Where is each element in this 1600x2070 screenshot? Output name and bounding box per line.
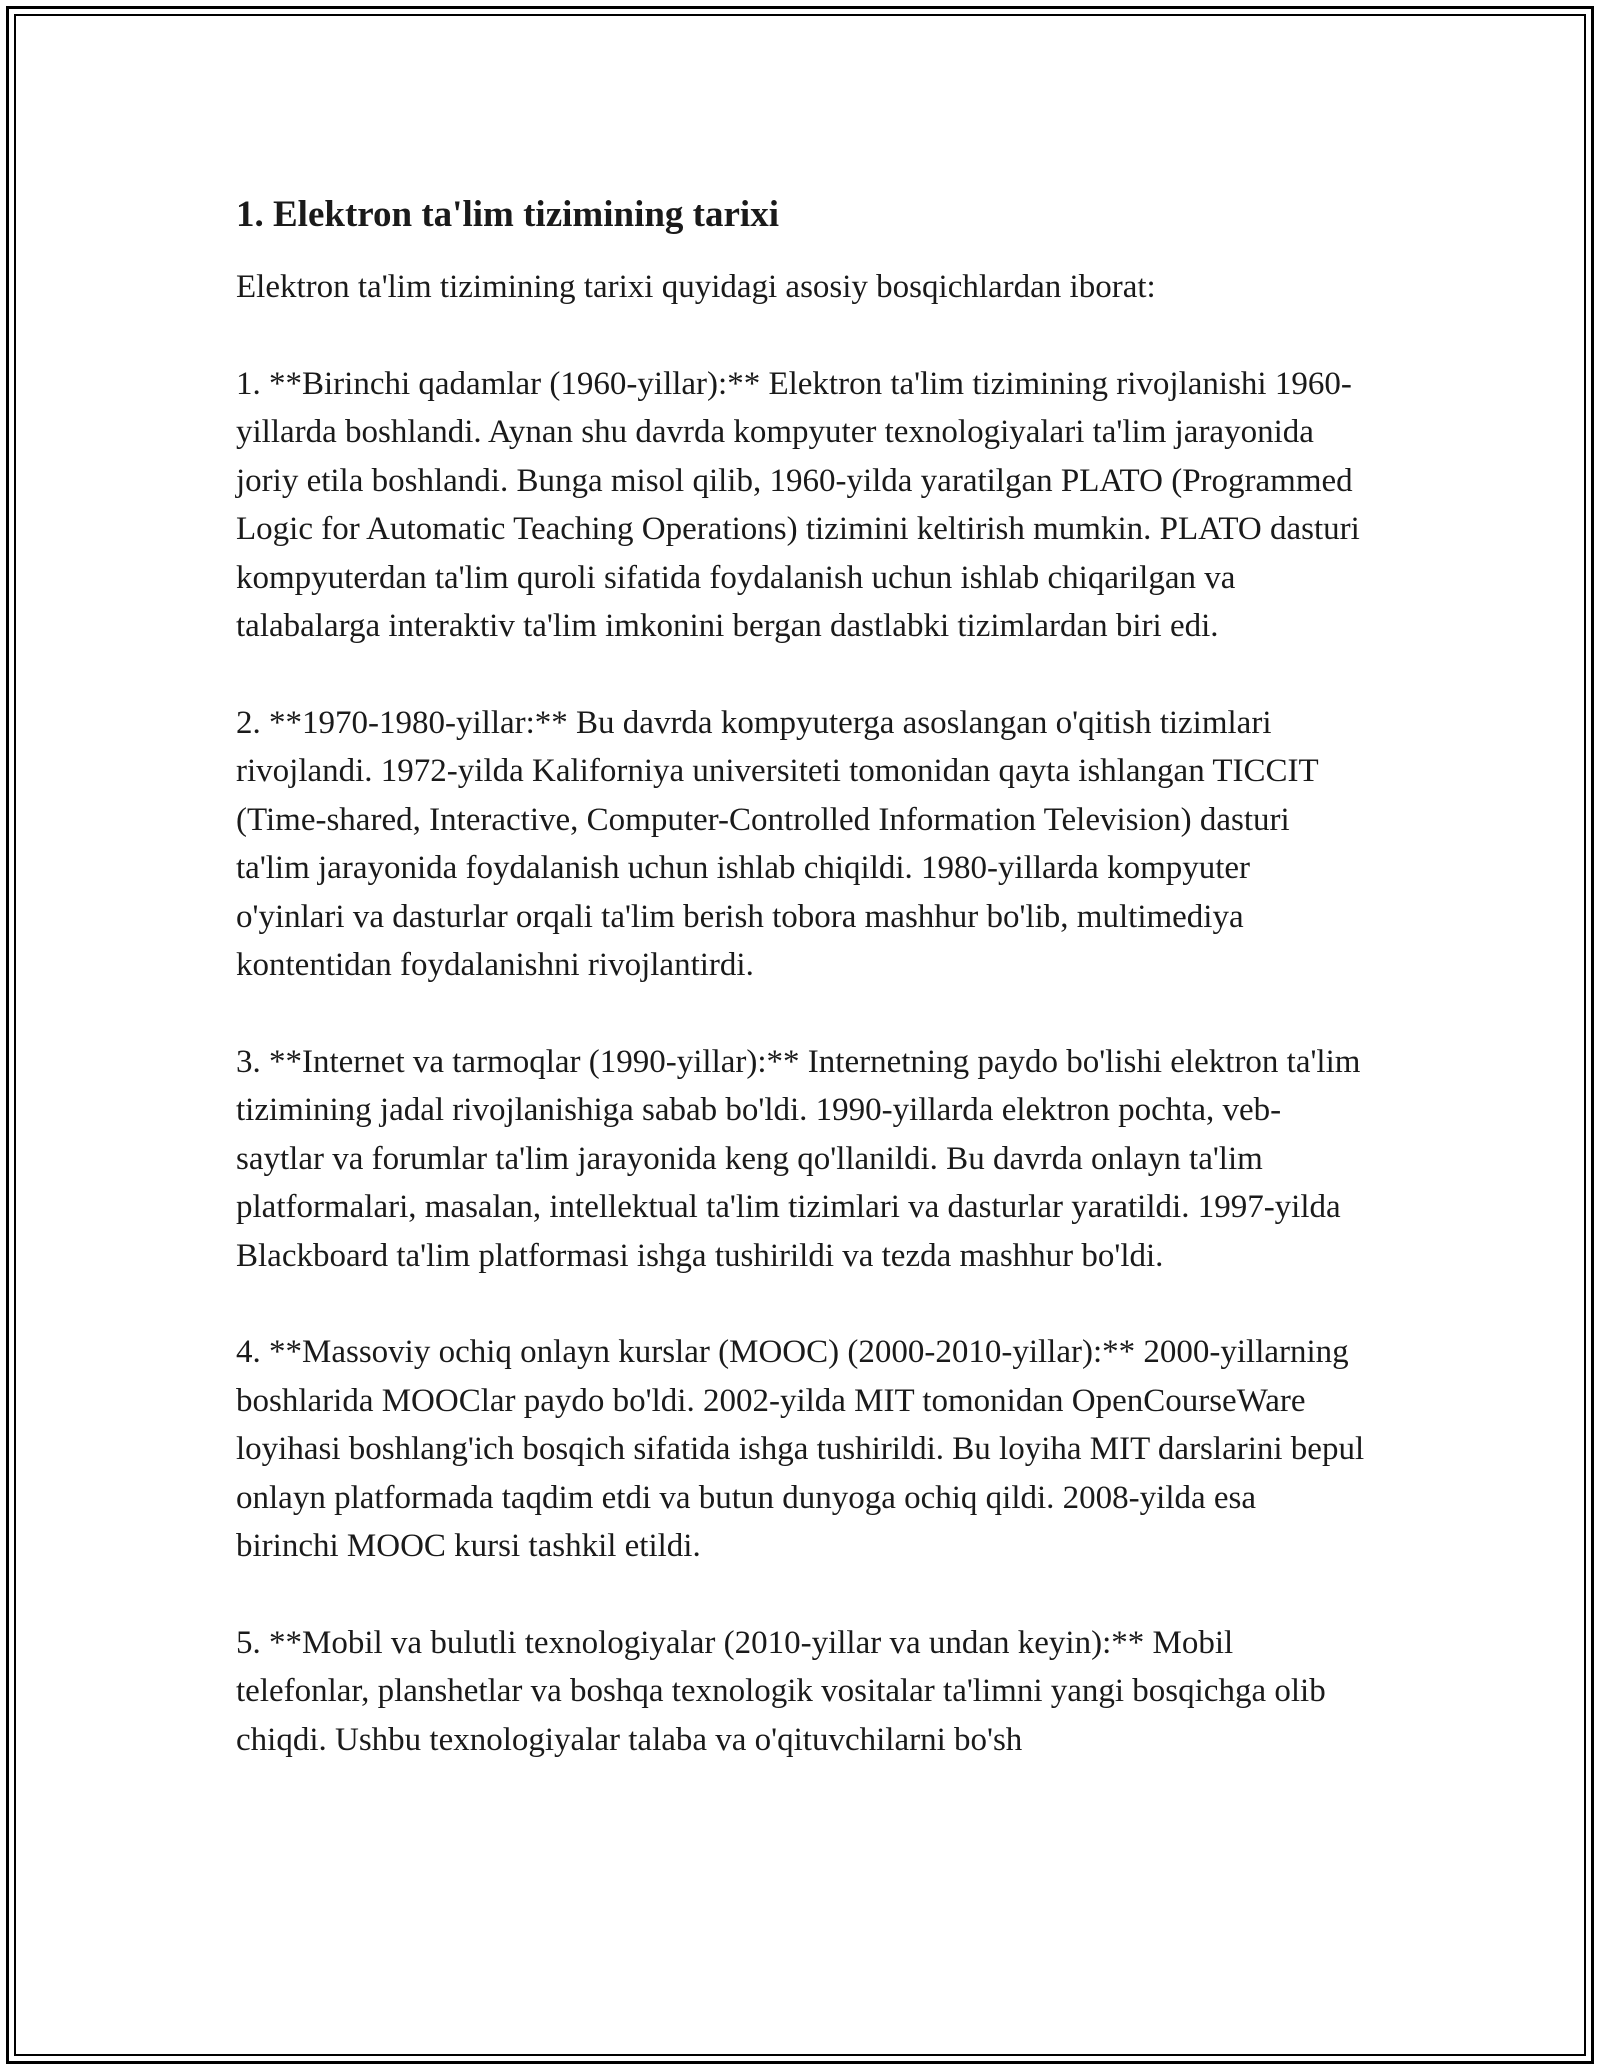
document-title: 1. Elektron ta'lim tizimining tarixi bbox=[236, 194, 779, 235]
paragraph-1960s: 1. **Birinchi qadamlar (1960-yillar):** Elektron ta'lim tizimining rivojlanishi 1960-yillarda boshlandi. Aynan shu davrda kompyuter texnologiyalari ta'lim jarayonida joriy etila boshlandi. Bunga misol qilib, 1960-yilda yaratilgan PLATO (Programmed Logic for Automatic Teaching Operations) tizimini keltirish mumkin. PLATO dasturi kompyuterdan ta'lim quroli sifatida foydalanish uchun ishlab chiqarilgan va talabalarga interaktiv ta'lim imkonini bergan dastlabki tizimlardan biri edi. bbox=[236, 365, 1360, 644]
paragraph-1970-1980s: 2. **1970-1980-yillar:** Bu davrda kompyuterga asoslangan o'qitish tizimlari rivojlandi. 1972-yilda Kaliforniya universiteti tomonidan qayta ishlangan TICCIT (Time-shared, Interactive, Computer-Controlled Information Television) dasturi ta'lim jarayonida foydalanish uchun ishlab chiqildi. 1980-yillarda kompyuter o'yinlari va dasturlar orqali ta'lim berish tobora mashhur bo'lib, multimediya kontentidan foydalanishni rivojlantirdi. bbox=[236, 704, 1319, 983]
paragraph-mooc: 4. **Massoviy ochiq onlayn kurslar (MOOC) (2000-2010-yillar):** 2000-yillarning boshlarida MOOClar paydo bo'ldi. 2002-yilda MIT tomonidan OpenCourseWare loyihasi boshlang'ich bosqich sifatida ishga tushirildi. Bu loyiha MIT darslarini bepul onlayn platformada taqdim etdi va butun dunyoga ochiq qildi. 2008-yilda esa birinchi MOOC kursi tashkil etildi. bbox=[236, 1334, 1365, 1564]
paragraph-mobile-cloud: 5. **Mobil va bulutli texnologiyalar (2010-yillar va undan keyin):** Mobil telefonlar, planshetlar va boshqa texnologik vositalar ta'limni yangi bosqichga olib chiqdi. Ushbu texnologiyalar talaba va o'qituvchilarni bo'sh bbox=[236, 1624, 1326, 1758]
document-body bbox=[236, 187, 1366, 1812]
intro-paragraph: Elektron ta'lim tizimining tarixi quyidagi asosiy bosqichlardan iborat: bbox=[236, 269, 1156, 305]
paragraph-1990s: 3. **Internet va tarmoqlar (1990-yillar):** Internetning paydo bo'lishi elektron ta'lim tizimining jadal rivojlanishiga sabab bo'ldi. 1990-yillarda elektron pochta, veb-saytlar va forumlar ta'lim jarayonida keng qo'llanildi. Bu davrda onlayn ta'lim platformalari, masalan, intellektual ta'lim tizimlari va dasturlar yaratildi. 1997-yilda Blackboard ta'lim platformasi ishga tushirildi va tezda mashhur bo'ldi. bbox=[236, 1043, 1361, 1274]
